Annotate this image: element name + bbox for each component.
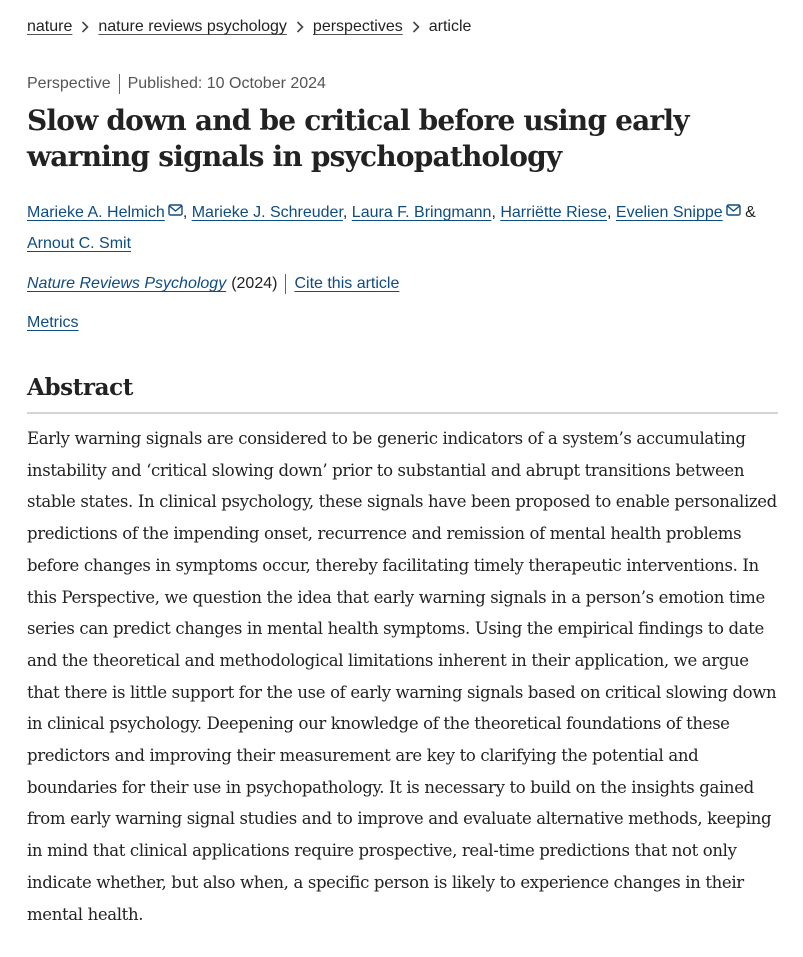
author-link[interactable]: Laura F. Bringmann	[351, 204, 492, 221]
author-link[interactable]: Harriëtte Riese	[500, 204, 608, 221]
author-link[interactable]: Marieke J. Schreuder	[191, 204, 343, 221]
breadcrumb-item-perspectives[interactable]: perspectives	[312, 18, 403, 35]
article-meta	[27, 74, 326, 94]
abstract-heading: Abstract	[27, 374, 133, 401]
author-link[interactable]: Arnout C. Smit	[27, 235, 132, 252]
article-type: Perspective	[27, 75, 111, 92]
published-date: Published: 10 October 2024	[127, 75, 326, 92]
journal-line	[27, 274, 399, 294]
article-title: Slow down and be critical before using early warning signals in psychopathology	[27, 104, 689, 173]
author-link[interactable]: Marieke A. Helmich	[27, 204, 165, 221]
author-link[interactable]: Evelien Snippe	[615, 204, 723, 221]
breadcrumb-current: article	[428, 18, 472, 35]
chevron-right-icon	[287, 18, 313, 36]
metrics	[27, 314, 79, 332]
chevron-right-icon	[72, 18, 98, 36]
author-ampersand: &	[745, 204, 756, 221]
chevron-right-icon	[403, 18, 429, 36]
author-list: Marieke A. Helmich , Marieke J. Schreuder, Laura F. Bringmann, Harriëtte Riese, Evelien Snippe & Arnout C. Smit	[27, 196, 787, 259]
mail-icon[interactable]	[726, 196, 741, 227]
breadcrumb-item-nature-reviews-psychology[interactable]: nature reviews psychology	[98, 18, 287, 35]
journal-year: (2024)	[231, 275, 278, 292]
metrics-link[interactable]: Metrics	[27, 314, 79, 331]
breadcrumb-item-nature[interactable]: nature	[27, 18, 73, 35]
meta-divider	[119, 74, 120, 94]
journal-divider	[285, 274, 286, 294]
mail-icon[interactable]	[168, 196, 183, 227]
section-divider	[27, 412, 778, 414]
breadcrumb	[27, 18, 471, 36]
cite-article-link[interactable]: Cite this article	[294, 275, 400, 292]
abstract-text: Early warning signals are considered to be generic indicators of a system’s accumulating instability and ‘critical slowing down’ prior to substantial and abrupt transitions between stable states. In clinical psychology, these signals have been proposed to enable personalized predictions of the impending onset, recurrence and remission of mental health problems before changes in symptoms occur, thereby facilitating timely therapeutic interventions. In this Perspective, we question the idea that early warning signals in a person’s emotion time series can predict changes in mental health symptoms. Using the empirical findings to date and the theoretical and methodological limitations inherent in their application, we argue that there is little support for the use of early warning signals based on critical slowing down in clinical psychology. Deepening our knowledge of the theoretical foundations of these predictors and improving their measurement are key to clarifying the potential and boundaries for their use in psychopathology. It is necessary to build on the insights gained from early warning signal studies and to improve and evaluate alternative methods, keeping in mind that clinical applications require prospective, real-time predictions that not only indicate whether, but also when, a specific person is likely to experience changes in their mental health.	[27, 429, 777, 924]
journal-name-link[interactable]: Nature Reviews Psychology	[27, 275, 227, 292]
